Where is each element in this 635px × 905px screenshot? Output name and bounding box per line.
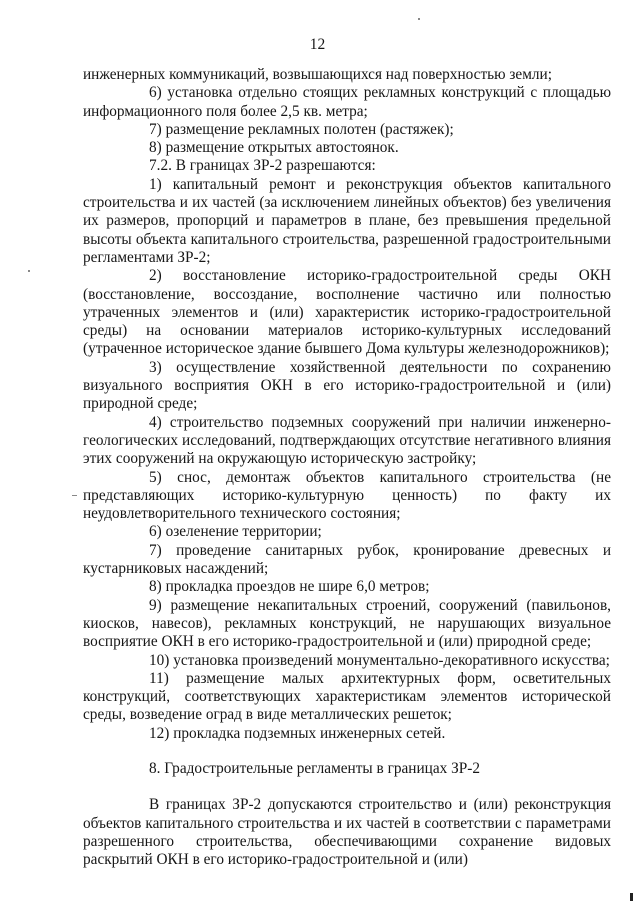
- paragraph: 7) проведение санитарных рубок, кронирование древесных и кустарниковых насаждений;: [83, 541, 611, 578]
- scan-mark: [28, 270, 30, 272]
- paragraph: 6) установка отдельно стоящих рекламных конструкций с площадью информационного поля более 2,5 кв. метра;: [83, 84, 611, 120]
- paragraph: 6) озеленение территории;: [149, 523, 322, 541]
- paragraph: 8) прокладка проездов не шире 6,0 метров;: [149, 578, 430, 596]
- paragraph: 10) установка произведений монументально-декоративного искусства;: [149, 651, 610, 669]
- scan-mark: [72, 495, 77, 496]
- paragraph: 9) размещение некапитальных строений, сооружений (павильонов, киосков, навесов), рекламных конструкций, не нарушающих визуальное восприятие ОКН в его историко-градостроительной и (или) природной среде;: [83, 596, 611, 651]
- paragraph: 1) капитальный ремонт и реконструкция объектов капитального строительства и их частей (за исключением линейных объектов) без увеличения их размеров, пропорций и параметров в плане, без превышения предельной высоты объекта капитального строительства, разрешенной градостроительными регламентами ЗР-2;: [83, 175, 611, 266]
- paragraph: инженерных коммуникаций, возвышающихся над поверхностью земли;: [83, 66, 552, 83]
- paragraph: 8) размещение открытых автостоянок.: [149, 139, 399, 157]
- paragraph: 7.2. В границах ЗР-2 разрешаются:: [149, 157, 376, 175]
- paragraph: 11) размещение малых архитектурных форм, осветительных конструкций, соответствующих характеристикам элементов исторической среды, возведение оград в виде металлических решеток;: [83, 669, 611, 724]
- paragraph: 3) осуществление хозяйственной деятельности по сохранению визуального восприятия ОКН в его историко-градостроительной и (или) природной среде;: [83, 358, 611, 413]
- paragraph: 4) строительство подземных сооружений при наличии инженерно-геологических исследований, подтверждающих отсутствие негативного влияния этих сооружений на окружающую историческую застройку;: [83, 413, 611, 468]
- paragraph: 7) размещение рекламных полотен (растяжек);: [149, 120, 454, 138]
- paragraph: 12) прокладка подземных инженерных сетей.: [149, 724, 446, 742]
- section-heading: 8. Градостроительные регламенты в границах ЗР-2: [149, 759, 481, 777]
- page-number: 12: [309, 36, 326, 53]
- scan-mark: [418, 18, 420, 20]
- paragraph: В границах ЗР-2 допускаются строительство и (или) реконструкция объектов капитального строительства и их частей в соответствии с параметрами разрешенного строительства, обеспечивающими сохранение видовых раскрытий ОКН в его историко-градостроительной и (или): [83, 796, 611, 869]
- paragraph: 2) восстановление историко-градостроительной среды ОКН (восстановление, воссоздание, восполнение частично или полностью утраченных элементов и (или) характеристик историко-градостроительной среды) на основании материалов историко-культурных исследований (утраченное историческое здание бывшего Дома культуры железнодорожников);: [83, 267, 611, 358]
- paragraph: 5) снос, демонтаж объектов капитального строительства (не представляющих историко-культурную ценность) по факту их неудовлетворительного технического состояния;: [83, 468, 611, 523]
- document-body: [83, 66, 611, 869]
- scan-mark: [630, 893, 633, 901]
